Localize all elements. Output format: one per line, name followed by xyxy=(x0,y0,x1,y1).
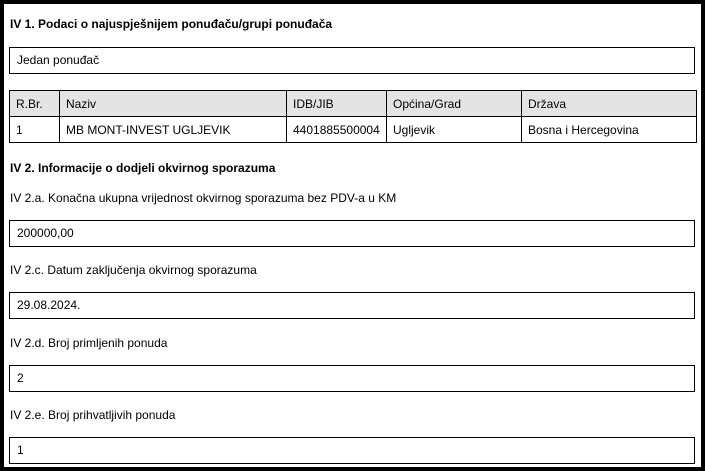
bidder-table xyxy=(9,90,697,143)
field-label-2c: IV 2.c. Datum zaključenja okvirnog sporazuma xyxy=(10,263,257,277)
field-label-2a: IV 2.a. Konačna ukupna vrijednost okvirnog sporazuma bez PDV-a u KM xyxy=(10,191,397,205)
table-row xyxy=(10,117,697,143)
cell-drzava: Bosna i Hercegovina xyxy=(522,117,697,143)
header-opcina-grad: Općina/Grad xyxy=(387,91,522,117)
section-iv2-title: IV 2. Informacije o dodjeli okvirnog sporazuma xyxy=(10,161,276,175)
field-value-2e: 1 xyxy=(9,437,695,464)
section-iv1-title: IV 1. Podaci o najuspješnijem ponuđaču/grupi ponuđača xyxy=(10,17,333,31)
header-rbr: R.Br. xyxy=(10,91,60,117)
cell-naziv: MB MONT-INVEST UGLJEVIK xyxy=(60,117,287,143)
header-idb-jib: IDB/JIB xyxy=(287,91,387,117)
header-drzava: Država xyxy=(522,91,697,117)
cell-rbr: 1 xyxy=(10,117,60,143)
field-label-2d: IV 2.d. Broj primljenih ponuda xyxy=(10,336,168,350)
header-naziv: Naziv xyxy=(60,91,287,117)
cell-idb-jib: 4401885500004 xyxy=(287,117,387,143)
bidder-type-field: Jedan ponuđač xyxy=(9,47,695,74)
cell-opcina-grad: Ugljevik xyxy=(387,117,522,143)
field-value-2d: 2 xyxy=(9,365,695,392)
field-label-2e: IV 2.e. Broj prihvatljivih ponuda xyxy=(10,408,176,422)
document-page xyxy=(4,4,701,467)
field-value-2a: 200000,00 xyxy=(9,220,695,247)
table-header-row xyxy=(10,91,697,117)
field-value-2c: 29.08.2024. xyxy=(9,292,695,319)
